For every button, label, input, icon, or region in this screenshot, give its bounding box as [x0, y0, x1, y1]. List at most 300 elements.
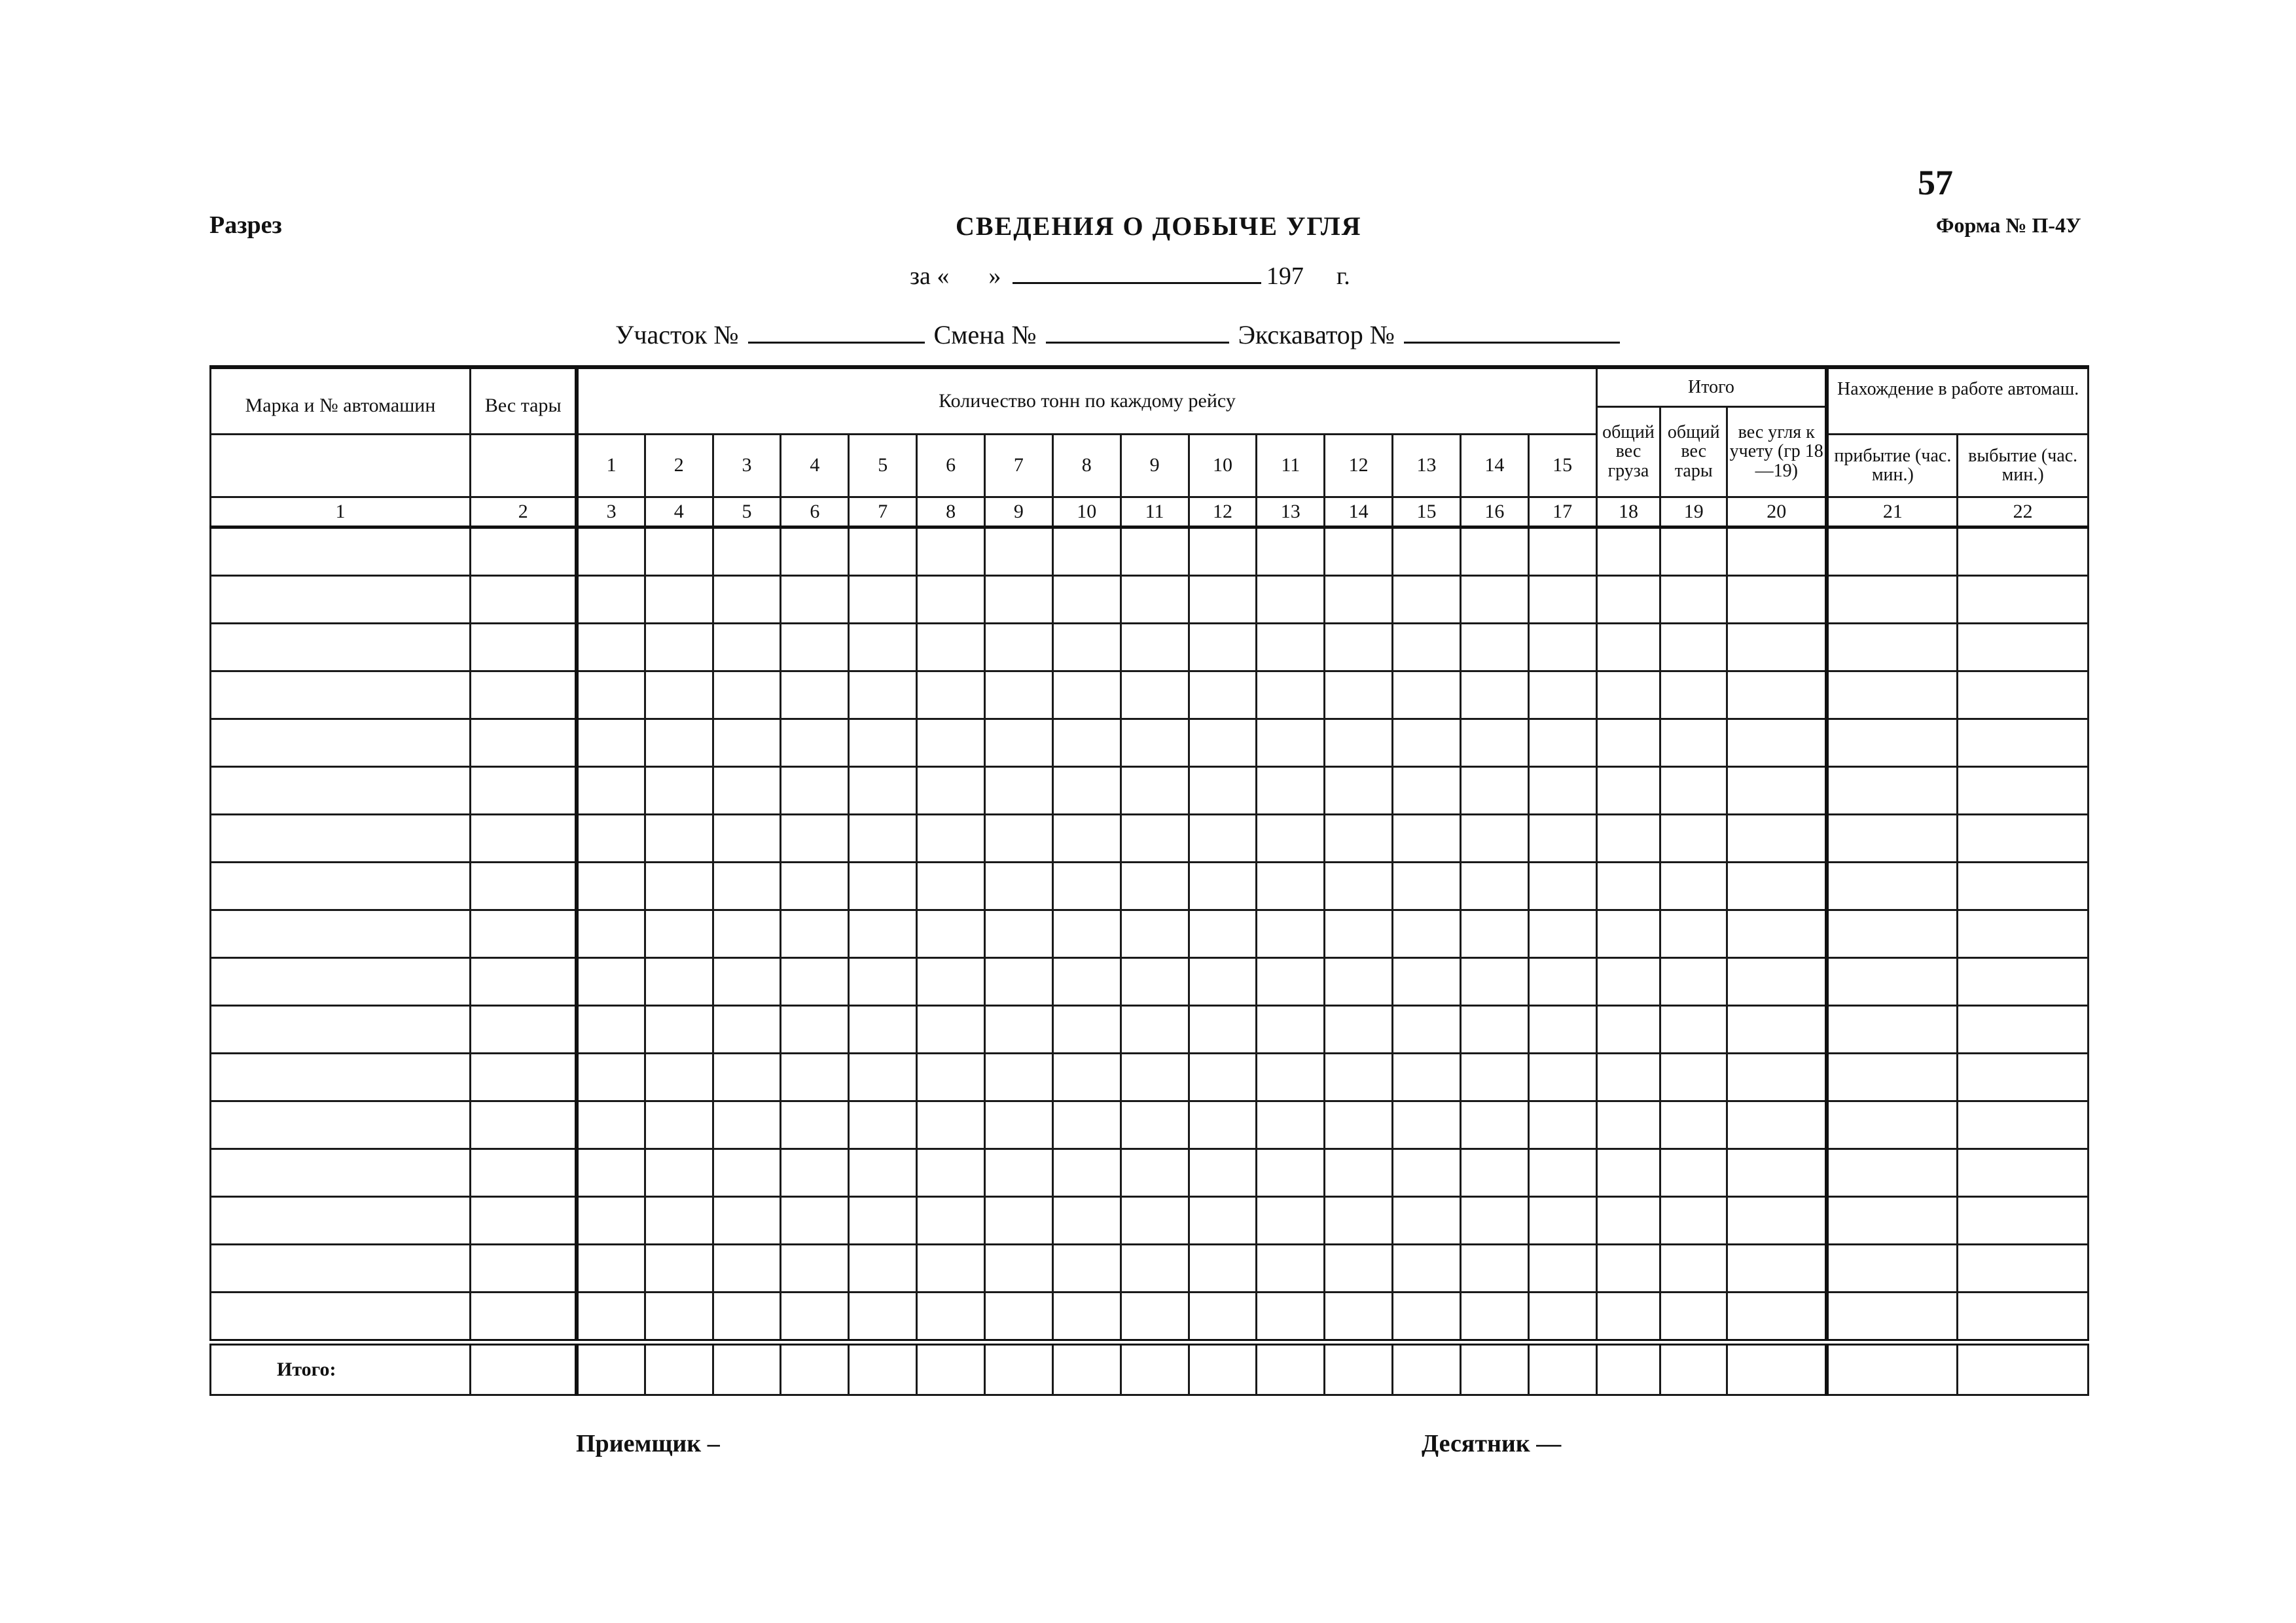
table-cell[interactable] — [1958, 814, 2089, 862]
table-cell[interactable] — [781, 527, 849, 575]
table-cell[interactable] — [1827, 719, 1958, 766]
table-cell[interactable] — [849, 862, 917, 910]
total-cell[interactable] — [577, 1342, 645, 1395]
table-cell[interactable] — [645, 1005, 713, 1053]
table-cell[interactable] — [1660, 862, 1727, 910]
table-cell[interactable] — [1325, 1292, 1393, 1342]
table-cell[interactable] — [781, 766, 849, 814]
table-cell[interactable] — [849, 527, 917, 575]
table-cell[interactable] — [471, 1053, 577, 1101]
table-cell[interactable] — [1727, 814, 1827, 862]
table-cell[interactable] — [849, 766, 917, 814]
table-cell[interactable] — [1393, 814, 1461, 862]
table-cell[interactable] — [645, 1292, 713, 1342]
table-cell[interactable] — [1958, 575, 2089, 623]
table-cell[interactable] — [985, 957, 1053, 1005]
table-cell[interactable] — [1325, 1101, 1393, 1149]
table-cell[interactable] — [1052, 1005, 1121, 1053]
table-cell[interactable] — [1528, 1053, 1596, 1101]
table-cell[interactable] — [1596, 719, 1660, 766]
table-cell[interactable] — [1460, 1005, 1528, 1053]
table-cell[interactable] — [1121, 1196, 1189, 1244]
table-cell[interactable] — [1052, 1292, 1121, 1342]
table-cell[interactable] — [1052, 719, 1121, 766]
table-cell[interactable] — [713, 575, 781, 623]
table-cell[interactable] — [645, 527, 713, 575]
total-cell[interactable] — [1528, 1342, 1596, 1395]
table-cell[interactable] — [1596, 671, 1660, 719]
table-cell[interactable] — [471, 1005, 577, 1053]
table-cell[interactable] — [1189, 527, 1257, 575]
table-cell[interactable] — [781, 1244, 849, 1292]
table-cell[interactable] — [1827, 1244, 1958, 1292]
table-cell[interactable] — [1596, 575, 1660, 623]
table-cell[interactable] — [645, 1149, 713, 1196]
table-cell[interactable] — [1827, 671, 1958, 719]
table-cell[interactable] — [211, 1005, 471, 1053]
table-cell[interactable] — [985, 766, 1053, 814]
table-cell[interactable] — [849, 1101, 917, 1149]
table-cell[interactable] — [1257, 1196, 1325, 1244]
table-cell[interactable] — [645, 575, 713, 623]
total-cell[interactable] — [985, 1342, 1053, 1395]
table-cell[interactable] — [1325, 766, 1393, 814]
table-cell[interactable] — [1393, 1005, 1461, 1053]
table-cell[interactable] — [781, 1101, 849, 1149]
table-cell[interactable] — [917, 814, 985, 862]
table-cell[interactable] — [917, 527, 985, 575]
table-cell[interactable] — [985, 623, 1053, 671]
table-cell[interactable] — [577, 1196, 645, 1244]
table-cell[interactable] — [1189, 766, 1257, 814]
table-cell[interactable] — [1052, 1101, 1121, 1149]
table-cell[interactable] — [1958, 1005, 2089, 1053]
table-cell[interactable] — [211, 527, 471, 575]
table-cell[interactable] — [1325, 814, 1393, 862]
table-cell[interactable] — [471, 671, 577, 719]
table-cell[interactable] — [713, 1101, 781, 1149]
table-cell[interactable] — [1958, 623, 2089, 671]
table-cell[interactable] — [1596, 1292, 1660, 1342]
table-cell[interactable] — [781, 814, 849, 862]
table-cell[interactable] — [1393, 957, 1461, 1005]
table-cell[interactable] — [211, 766, 471, 814]
table-cell[interactable] — [1121, 1149, 1189, 1196]
table-cell[interactable] — [917, 1101, 985, 1149]
table-cell[interactable] — [1958, 1053, 2089, 1101]
table-cell[interactable] — [1460, 1053, 1528, 1101]
table-cell[interactable] — [849, 1196, 917, 1244]
table-cell[interactable] — [577, 1149, 645, 1196]
table-cell[interactable] — [1257, 623, 1325, 671]
table-cell[interactable] — [1460, 1196, 1528, 1244]
table-cell[interactable] — [471, 862, 577, 910]
table-cell[interactable] — [471, 575, 577, 623]
table-cell[interactable] — [1958, 957, 2089, 1005]
table-cell[interactable] — [1958, 671, 2089, 719]
total-cell[interactable] — [1660, 1342, 1727, 1395]
table-cell[interactable] — [1121, 527, 1189, 575]
table-cell[interactable] — [1528, 1101, 1596, 1149]
table-cell[interactable] — [713, 814, 781, 862]
table-cell[interactable] — [985, 719, 1053, 766]
table-cell[interactable] — [1052, 910, 1121, 957]
table-cell[interactable] — [645, 862, 713, 910]
table-cell[interactable] — [1958, 1196, 2089, 1244]
table-cell[interactable] — [1596, 910, 1660, 957]
table-cell[interactable] — [985, 1244, 1053, 1292]
table-cell[interactable] — [1528, 719, 1596, 766]
table-cell[interactable] — [1393, 575, 1461, 623]
table-cell[interactable] — [1052, 623, 1121, 671]
table-cell[interactable] — [713, 527, 781, 575]
table-cell[interactable] — [645, 910, 713, 957]
table-cell[interactable] — [781, 719, 849, 766]
table-cell[interactable] — [1257, 1244, 1325, 1292]
table-cell[interactable] — [781, 575, 849, 623]
table-cell[interactable] — [1393, 719, 1461, 766]
table-cell[interactable] — [985, 862, 1053, 910]
table-cell[interactable] — [1596, 957, 1660, 1005]
table-cell[interactable] — [1596, 766, 1660, 814]
table-cell[interactable] — [1393, 527, 1461, 575]
table-cell[interactable] — [713, 1053, 781, 1101]
table-cell[interactable] — [1393, 671, 1461, 719]
table-cell[interactable] — [1121, 910, 1189, 957]
table-cell[interactable] — [985, 1149, 1053, 1196]
table-cell[interactable] — [1596, 1005, 1660, 1053]
table-cell[interactable] — [1727, 719, 1827, 766]
table-cell[interactable] — [1393, 862, 1461, 910]
table-cell[interactable] — [577, 766, 645, 814]
table-cell[interactable] — [1121, 719, 1189, 766]
table-cell[interactable] — [917, 1196, 985, 1244]
table-cell[interactable] — [1528, 527, 1596, 575]
table-cell[interactable] — [1528, 1005, 1596, 1053]
table-cell[interactable] — [1827, 575, 1958, 623]
total-cell[interactable] — [1325, 1342, 1393, 1395]
table-cell[interactable] — [1257, 1005, 1325, 1053]
table-cell[interactable] — [713, 1196, 781, 1244]
table-cell[interactable] — [577, 623, 645, 671]
table-cell[interactable] — [1189, 910, 1257, 957]
table-cell[interactable] — [1958, 527, 2089, 575]
table-cell[interactable] — [211, 1149, 471, 1196]
table-cell[interactable] — [1121, 623, 1189, 671]
table-cell[interactable] — [1660, 957, 1727, 1005]
table-cell[interactable] — [1660, 623, 1727, 671]
table-cell[interactable] — [577, 671, 645, 719]
table-cell[interactable] — [713, 1292, 781, 1342]
table-cell[interactable] — [1189, 1196, 1257, 1244]
excavator-blank[interactable] — [1404, 322, 1620, 344]
table-cell[interactable] — [1727, 1292, 1827, 1342]
table-cell[interactable] — [1052, 671, 1121, 719]
total-cell[interactable] — [1958, 1342, 2089, 1395]
table-cell[interactable] — [1460, 575, 1528, 623]
table-cell[interactable] — [849, 1292, 917, 1342]
table-cell[interactable] — [713, 862, 781, 910]
table-cell[interactable] — [1121, 575, 1189, 623]
table-cell[interactable] — [781, 862, 849, 910]
table-cell[interactable] — [1660, 671, 1727, 719]
table-cell[interactable] — [211, 719, 471, 766]
table-cell[interactable] — [1528, 910, 1596, 957]
table-cell[interactable] — [1827, 862, 1958, 910]
table-cell[interactable] — [917, 671, 985, 719]
table-cell[interactable] — [713, 719, 781, 766]
table-cell[interactable] — [471, 957, 577, 1005]
table-cell[interactable] — [1827, 527, 1958, 575]
table-cell[interactable] — [1121, 1101, 1189, 1149]
table-cell[interactable] — [1727, 575, 1827, 623]
table-cell[interactable] — [1827, 1005, 1958, 1053]
table-cell[interactable] — [211, 1196, 471, 1244]
total-cell[interactable] — [1827, 1342, 1958, 1395]
table-cell[interactable] — [917, 862, 985, 910]
table-cell[interactable] — [1727, 1244, 1827, 1292]
table-cell[interactable] — [1189, 1292, 1257, 1342]
table-cell[interactable] — [1257, 766, 1325, 814]
table-cell[interactable] — [1052, 862, 1121, 910]
table-cell[interactable] — [1257, 1292, 1325, 1342]
table-cell[interactable] — [1121, 814, 1189, 862]
table-cell[interactable] — [1189, 1244, 1257, 1292]
table-cell[interactable] — [211, 623, 471, 671]
table-cell[interactable] — [1189, 623, 1257, 671]
table-cell[interactable] — [471, 910, 577, 957]
table-cell[interactable] — [917, 719, 985, 766]
period-month-blank[interactable] — [1013, 262, 1261, 284]
table-cell[interactable] — [1596, 527, 1660, 575]
table-cell[interactable] — [577, 719, 645, 766]
table-cell[interactable] — [645, 766, 713, 814]
table-cell[interactable] — [849, 1244, 917, 1292]
table-cell[interactable] — [1727, 1101, 1827, 1149]
table-cell[interactable] — [1596, 1244, 1660, 1292]
table-cell[interactable] — [1827, 1292, 1958, 1342]
table-cell[interactable] — [1827, 957, 1958, 1005]
table-cell[interactable] — [471, 1101, 577, 1149]
table-cell[interactable] — [577, 1292, 645, 1342]
table-cell[interactable] — [577, 957, 645, 1005]
table-cell[interactable] — [849, 1149, 917, 1196]
table-cell[interactable] — [211, 1053, 471, 1101]
table-cell[interactable] — [1528, 1149, 1596, 1196]
table-cell[interactable] — [645, 623, 713, 671]
table-cell[interactable] — [1393, 1101, 1461, 1149]
table-cell[interactable] — [917, 575, 985, 623]
table-cell[interactable] — [471, 1292, 577, 1342]
table-cell[interactable] — [1528, 623, 1596, 671]
table-cell[interactable] — [1121, 1053, 1189, 1101]
table-cell[interactable] — [985, 575, 1053, 623]
table-cell[interactable] — [1121, 766, 1189, 814]
table-cell[interactable] — [577, 1053, 645, 1101]
table-cell[interactable] — [1660, 766, 1727, 814]
table-cell[interactable] — [1528, 957, 1596, 1005]
table-cell[interactable] — [1052, 957, 1121, 1005]
table-cell[interactable] — [1393, 766, 1461, 814]
table-cell[interactable] — [1660, 1101, 1727, 1149]
table-cell[interactable] — [1660, 719, 1727, 766]
table-cell[interactable] — [1727, 766, 1827, 814]
total-cell[interactable] — [1052, 1342, 1121, 1395]
table-cell[interactable] — [471, 527, 577, 575]
table-cell[interactable] — [849, 671, 917, 719]
table-cell[interactable] — [1257, 1101, 1325, 1149]
table-cell[interactable] — [1121, 1005, 1189, 1053]
table-cell[interactable] — [1393, 910, 1461, 957]
total-cell[interactable] — [781, 1342, 849, 1395]
total-cell[interactable] — [1121, 1342, 1189, 1395]
table-cell[interactable] — [1660, 1053, 1727, 1101]
table-cell[interactable] — [1052, 575, 1121, 623]
table-cell[interactable] — [1325, 671, 1393, 719]
table-cell[interactable] — [1827, 766, 1958, 814]
table-cell[interactable] — [211, 575, 471, 623]
table-cell[interactable] — [471, 814, 577, 862]
table-cell[interactable] — [1528, 575, 1596, 623]
table-cell[interactable] — [781, 671, 849, 719]
table-cell[interactable] — [577, 1101, 645, 1149]
table-cell[interactable] — [1325, 862, 1393, 910]
table-cell[interactable] — [1393, 1196, 1461, 1244]
table-cell[interactable] — [1958, 766, 2089, 814]
table-cell[interactable] — [1460, 527, 1528, 575]
table-cell[interactable] — [1660, 1005, 1727, 1053]
table-cell[interactable] — [713, 671, 781, 719]
table-cell[interactable] — [645, 814, 713, 862]
table-cell[interactable] — [577, 910, 645, 957]
table-cell[interactable] — [1189, 957, 1257, 1005]
shift-blank[interactable] — [1046, 322, 1229, 344]
table-cell[interactable] — [781, 1196, 849, 1244]
table-cell[interactable] — [471, 719, 577, 766]
table-cell[interactable] — [781, 957, 849, 1005]
table-cell[interactable] — [577, 575, 645, 623]
table-cell[interactable] — [849, 910, 917, 957]
table-cell[interactable] — [917, 1244, 985, 1292]
table-cell[interactable] — [1528, 814, 1596, 862]
table-cell[interactable] — [577, 862, 645, 910]
table-cell[interactable] — [1257, 575, 1325, 623]
table-cell[interactable] — [1393, 1053, 1461, 1101]
table-cell[interactable] — [1257, 719, 1325, 766]
table-cell[interactable] — [471, 1244, 577, 1292]
table-cell[interactable] — [1660, 575, 1727, 623]
table-cell[interactable] — [1325, 719, 1393, 766]
table-cell[interactable] — [917, 1292, 985, 1342]
total-cell[interactable] — [645, 1342, 713, 1395]
table-cell[interactable] — [1189, 719, 1257, 766]
table-cell[interactable] — [917, 1053, 985, 1101]
table-cell[interactable] — [1827, 1053, 1958, 1101]
total-cell[interactable] — [1393, 1342, 1461, 1395]
table-cell[interactable] — [1460, 1292, 1528, 1342]
table-cell[interactable] — [471, 623, 577, 671]
table-cell[interactable] — [849, 957, 917, 1005]
table-cell[interactable] — [577, 527, 645, 575]
total-cell[interactable] — [471, 1342, 577, 1395]
table-cell[interactable] — [1052, 1053, 1121, 1101]
table-cell[interactable] — [211, 862, 471, 910]
table-cell[interactable] — [985, 814, 1053, 862]
table-cell[interactable] — [211, 957, 471, 1005]
table-cell[interactable] — [645, 1196, 713, 1244]
table-cell[interactable] — [849, 1053, 917, 1101]
table-cell[interactable] — [1325, 957, 1393, 1005]
table-cell[interactable] — [1727, 862, 1827, 910]
table-cell[interactable] — [1052, 766, 1121, 814]
table-cell[interactable] — [1727, 527, 1827, 575]
table-cell[interactable] — [1827, 814, 1958, 862]
table-cell[interactable] — [645, 957, 713, 1005]
table-cell[interactable] — [1257, 1149, 1325, 1196]
table-cell[interactable] — [1827, 1149, 1958, 1196]
table-cell[interactable] — [781, 1005, 849, 1053]
table-cell[interactable] — [1727, 671, 1827, 719]
table-cell[interactable] — [211, 671, 471, 719]
table-cell[interactable] — [1958, 910, 2089, 957]
table-cell[interactable] — [781, 910, 849, 957]
table-cell[interactable] — [781, 1292, 849, 1342]
table-cell[interactable] — [1958, 862, 2089, 910]
table-cell[interactable] — [471, 1196, 577, 1244]
table-cell[interactable] — [1827, 1101, 1958, 1149]
table-cell[interactable] — [917, 623, 985, 671]
table-cell[interactable] — [1827, 910, 1958, 957]
table-cell[interactable] — [985, 910, 1053, 957]
table-cell[interactable] — [849, 814, 917, 862]
table-cell[interactable] — [1528, 1196, 1596, 1244]
table-cell[interactable] — [645, 1053, 713, 1101]
table-cell[interactable] — [1660, 1292, 1727, 1342]
table-cell[interactable] — [1257, 862, 1325, 910]
table-cell[interactable] — [1121, 862, 1189, 910]
table-cell[interactable] — [781, 1053, 849, 1101]
table-cell[interactable] — [1460, 1244, 1528, 1292]
table-cell[interactable] — [1827, 1196, 1958, 1244]
table-cell[interactable] — [1257, 814, 1325, 862]
table-cell[interactable] — [985, 1196, 1053, 1244]
table-cell[interactable] — [211, 814, 471, 862]
table-cell[interactable] — [781, 623, 849, 671]
table-cell[interactable] — [713, 1005, 781, 1053]
table-cell[interactable] — [1121, 1292, 1189, 1342]
table-cell[interactable] — [1325, 1196, 1393, 1244]
total-cell[interactable] — [1460, 1342, 1528, 1395]
table-cell[interactable] — [1257, 671, 1325, 719]
table-cell[interactable] — [1121, 1244, 1189, 1292]
table-cell[interactable] — [1528, 671, 1596, 719]
table-cell[interactable] — [1189, 1053, 1257, 1101]
table-cell[interactable] — [1727, 1053, 1827, 1101]
table-cell[interactable] — [1460, 862, 1528, 910]
table-cell[interactable] — [917, 957, 985, 1005]
site-blank[interactable] — [748, 322, 925, 344]
table-cell[interactable] — [1460, 814, 1528, 862]
table-cell[interactable] — [211, 1101, 471, 1149]
total-cell[interactable] — [1596, 1342, 1660, 1395]
table-cell[interactable] — [1460, 766, 1528, 814]
table-cell[interactable] — [1460, 719, 1528, 766]
table-cell[interactable] — [985, 671, 1053, 719]
table-cell[interactable] — [985, 1292, 1053, 1342]
table-cell[interactable] — [1325, 623, 1393, 671]
table-cell[interactable] — [1325, 575, 1393, 623]
table-cell[interactable] — [1460, 1101, 1528, 1149]
